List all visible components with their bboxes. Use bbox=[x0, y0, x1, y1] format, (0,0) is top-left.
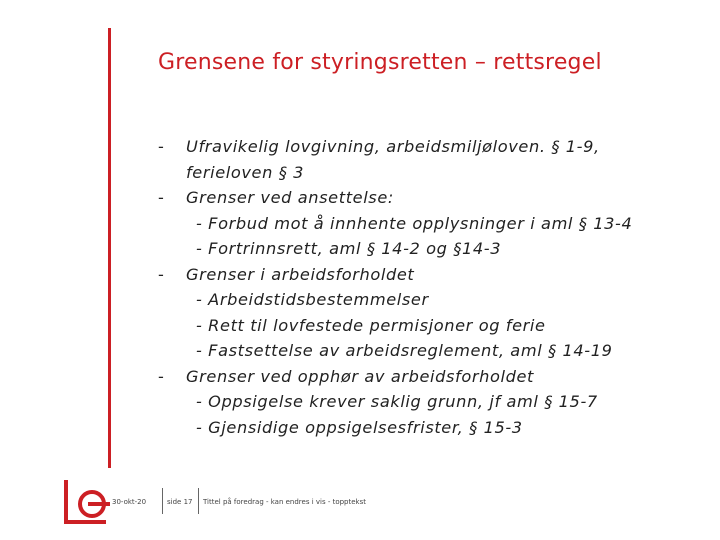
bullet-text: Ufravikelig lovgivning, arbeidsmiljøloven. § 1-9, bbox=[186, 137, 600, 156]
sub-bullet: - Arbeidstidsbestemmelser bbox=[196, 290, 429, 309]
sub-bullet: - Gjensidige oppsigelsesfrister, § 15-3 bbox=[196, 417, 523, 437]
footer-divider bbox=[162, 488, 163, 514]
footer-date: 30-okt-20 bbox=[112, 498, 147, 506]
sub-bullet: - Fastsettelse av arbeidsreglement, aml § 14-19 bbox=[196, 341, 613, 360]
bullet-text: Grenser i arbeidsforholdet bbox=[186, 264, 415, 284]
bullet-list bbox=[158, 134, 678, 440]
bullet-dash: - bbox=[158, 366, 165, 386]
bullet-item bbox=[158, 185, 678, 211]
footer-divider bbox=[198, 488, 199, 514]
bullet-text: Grenser ved ansettelse: bbox=[186, 188, 394, 207]
bullet-dash: - bbox=[158, 137, 165, 156]
lo-logo-icon bbox=[60, 478, 110, 528]
bullet-dash: - bbox=[158, 264, 165, 284]
sub-bullet: - Forbud mot å innhente opplysninger i aml § 13-4 bbox=[196, 213, 633, 233]
bullet-dash: - bbox=[158, 188, 165, 207]
bullet-item bbox=[158, 364, 678, 390]
bullet-item bbox=[158, 134, 678, 160]
sub-bullet: - Rett til lovfestede permisjoner og ferie bbox=[196, 315, 546, 335]
sub-bullet: - Oppsigelse krever saklig grunn, jf aml § 15-7 bbox=[196, 392, 598, 411]
bullet-text: Grenser ved opphør av arbeidsforholdet bbox=[186, 366, 534, 386]
slide-title: Grensene for styringsretten – rettsregel bbox=[158, 50, 602, 75]
accent-vertical-line bbox=[108, 28, 111, 468]
footer-presentation-title: Tittel på foredrag - kan endres i vis - topptekst bbox=[203, 498, 366, 506]
bullet-continuation: ferieloven § 3 bbox=[186, 162, 305, 182]
footer-page-number: side 17 bbox=[167, 498, 193, 506]
bullet-item bbox=[158, 262, 678, 288]
sub-bullet: - Fortrinnsrett, aml § 14-2 og §14-3 bbox=[196, 239, 502, 258]
